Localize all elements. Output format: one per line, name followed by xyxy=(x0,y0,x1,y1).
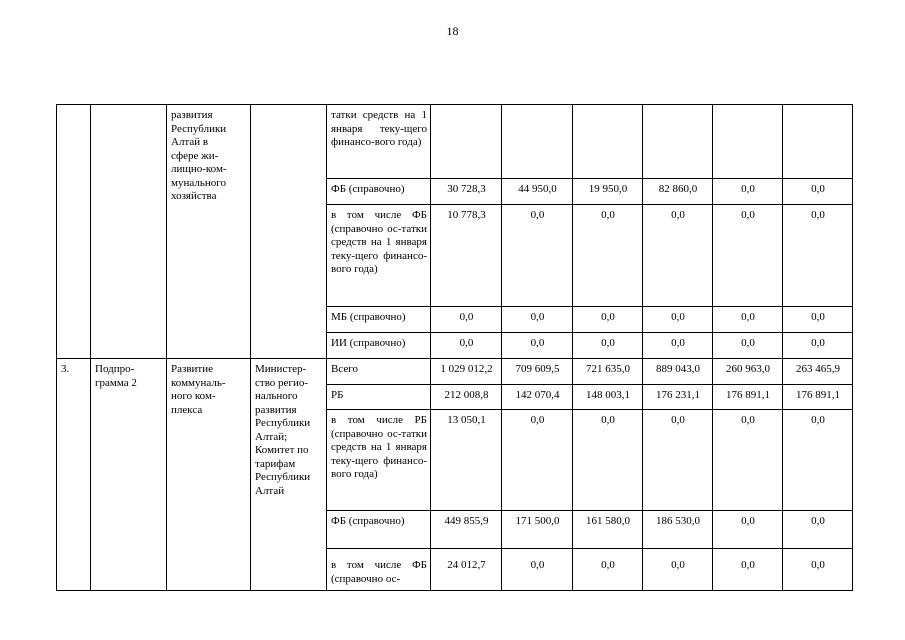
source-cell: татки средств на 1 января теку-щего финансо-вого года) xyxy=(327,105,431,179)
value-cell: 0,0 xyxy=(643,307,713,333)
value-cell xyxy=(431,105,502,179)
value-cell: 0,0 xyxy=(713,549,783,591)
value-cell: 19 950,0 xyxy=(573,179,643,205)
value-cell: 263 465,9 xyxy=(783,359,853,385)
page-number: 18 xyxy=(446,24,459,38)
value-cell: 0,0 xyxy=(643,410,713,511)
value-cell: 0,0 xyxy=(783,511,853,549)
subject-cell: Развитие коммуналь- ного ком- плекса xyxy=(167,359,251,591)
source-cell: РБ xyxy=(327,385,431,410)
value-cell: 0,0 xyxy=(573,333,643,359)
value-cell: 13 050,1 xyxy=(431,410,502,511)
value-cell: 0,0 xyxy=(713,179,783,205)
value-cell: 0,0 xyxy=(713,307,783,333)
executor-cell xyxy=(251,105,327,359)
value-cell xyxy=(502,105,573,179)
value-cell: 148 003,1 xyxy=(573,385,643,410)
source-cell: ФБ (справочно) xyxy=(327,511,431,549)
program-cell: Подпро- грамма 2 xyxy=(91,359,167,591)
value-cell: 0,0 xyxy=(502,410,573,511)
value-cell xyxy=(573,105,643,179)
value-cell: 260 963,0 xyxy=(713,359,783,385)
index-cell: 3. xyxy=(57,359,91,591)
value-cell: 0,0 xyxy=(783,307,853,333)
value-cell xyxy=(783,105,853,179)
value-cell: 44 950,0 xyxy=(502,179,573,205)
value-cell: 0,0 xyxy=(713,511,783,549)
value-cell: 0,0 xyxy=(573,549,643,591)
value-cell: 0,0 xyxy=(713,333,783,359)
value-cell: 0,0 xyxy=(783,179,853,205)
value-cell: 0,0 xyxy=(643,549,713,591)
value-cell: 0,0 xyxy=(713,410,783,511)
financing-table xyxy=(56,104,853,591)
source-cell: в том числе ФБ (справочно ос- xyxy=(327,549,431,591)
value-cell: 709 609,5 xyxy=(502,359,573,385)
value-cell: 889 043,0 xyxy=(643,359,713,385)
value-cell: 0,0 xyxy=(713,205,783,307)
index-cell xyxy=(57,105,91,359)
value-cell: 176 231,1 xyxy=(643,385,713,410)
value-cell: 0,0 xyxy=(502,205,573,307)
value-cell xyxy=(713,105,783,179)
value-cell: 10 778,3 xyxy=(431,205,502,307)
value-cell: 1 029 012,2 xyxy=(431,359,502,385)
source-cell: Всего xyxy=(327,359,431,385)
source-cell: ФБ (справочно) xyxy=(327,179,431,205)
value-cell xyxy=(643,105,713,179)
value-cell: 171 500,0 xyxy=(502,511,573,549)
value-cell: 24 012,7 xyxy=(431,549,502,591)
value-cell: 721 635,0 xyxy=(573,359,643,385)
value-cell: 212 008,8 xyxy=(431,385,502,410)
value-cell: 142 070,4 xyxy=(502,385,573,410)
source-cell: МБ (справочно) xyxy=(327,307,431,333)
value-cell: 449 855,9 xyxy=(431,511,502,549)
source-cell: в том числе РБ (справочно ос-татки средств на 1 января теку-щего финансо-вого года) xyxy=(327,410,431,511)
value-cell: 0,0 xyxy=(431,333,502,359)
executor-cell: Министер- ство регио- нального развития Республики Алтай; Комитет по тарифам Республики Алтай xyxy=(251,359,327,591)
value-cell: 0,0 xyxy=(573,410,643,511)
value-cell: 0,0 xyxy=(502,307,573,333)
value-cell: 0,0 xyxy=(573,307,643,333)
value-cell: 0,0 xyxy=(573,205,643,307)
value-cell: 0,0 xyxy=(431,307,502,333)
value-cell: 161 580,0 xyxy=(573,511,643,549)
source-cell: в том числе ФБ (справочно ос-татки средств на 1 января теку-щего финансо-вого года) xyxy=(327,205,431,307)
value-cell: 82 860,0 xyxy=(643,179,713,205)
value-cell: 176 891,1 xyxy=(713,385,783,410)
value-cell: 0,0 xyxy=(502,549,573,591)
table-row xyxy=(57,105,853,179)
source-cell: ИИ (справочно) xyxy=(327,333,431,359)
value-cell: 0,0 xyxy=(783,333,853,359)
value-cell: 30 728,3 xyxy=(431,179,502,205)
value-cell: 0,0 xyxy=(783,549,853,591)
table-row xyxy=(57,359,853,385)
value-cell: 0,0 xyxy=(783,410,853,511)
program-cell xyxy=(91,105,167,359)
subject-cell: развития Республики Алтай в сфере жи- лищно-ком- мунального хозяйства xyxy=(167,105,251,359)
value-cell: 176 891,1 xyxy=(783,385,853,410)
value-cell: 0,0 xyxy=(502,333,573,359)
value-cell: 0,0 xyxy=(643,205,713,307)
value-cell: 0,0 xyxy=(783,205,853,307)
value-cell: 186 530,0 xyxy=(643,511,713,549)
value-cell: 0,0 xyxy=(643,333,713,359)
